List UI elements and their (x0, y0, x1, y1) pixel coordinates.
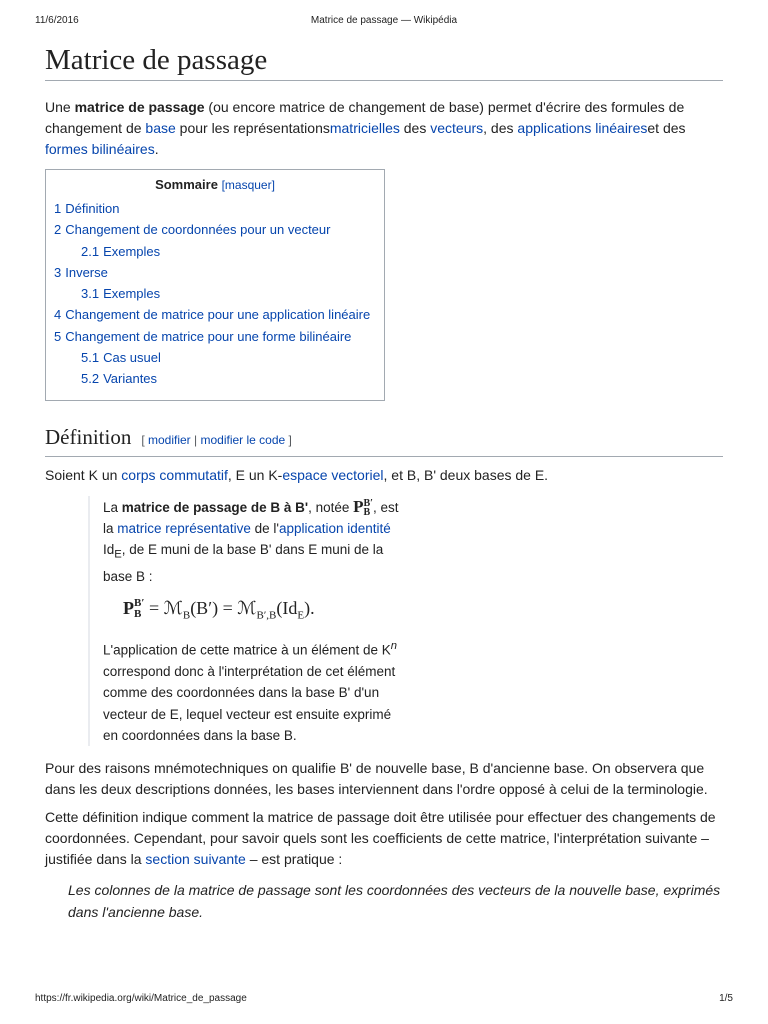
formula-part: (B′) = ℳ (190, 597, 257, 618)
text: , et B, B' deux bases de E. (383, 466, 549, 483)
article-content (45, 40, 723, 923)
toc-item-number: 2 (54, 222, 62, 238)
page-title: Matrice de passage (45, 40, 723, 81)
definition-block (88, 496, 408, 746)
formula-part: (Id (276, 597, 298, 618)
p-subscript: B (363, 506, 371, 518)
formula (123, 595, 408, 629)
toc-item-number: 5 (54, 328, 62, 344)
edit-code-link[interactable]: modifier le code (200, 432, 286, 447)
edit-bracket: [ (141, 432, 148, 447)
text: correspond donc à l'interprétation de cet élément comme des coordonnées dans la base B' d'un vecteur de E, lequel vecteur est ensuite exprimé en coordonnées dans la base B. (103, 663, 396, 743)
toc-item-label[interactable]: Cas usuel (103, 350, 161, 366)
link-base[interactable]: base (145, 120, 176, 136)
definition-paragraph (45, 465, 723, 486)
toc-item[interactable] (54, 198, 376, 219)
text: L'application de cette matrice à un élément de K (103, 642, 391, 658)
link-application-identite[interactable]: application identité (278, 520, 391, 536)
toc-item-number: 5.2 (81, 371, 100, 387)
subscript: E (114, 548, 122, 561)
intro-text: pour les représentations (175, 120, 330, 136)
toc-toggle[interactable]: [masquer] (221, 178, 275, 192)
toc-title: Sommaire (155, 177, 218, 192)
toc-item-label[interactable]: Changement de matrice pour une forme bilinéaire (65, 328, 352, 344)
text: – est pratique : (245, 851, 343, 868)
mnemonic-paragraph: Pour des raisons mnémotechniques on qualifie B' de nouvelle base, B d'ancienne base. On observera que dans les deux descriptions données, les bases interviennent dans l'ordre opposé à celui de la terminologie. (45, 760, 708, 798)
toc-header (54, 177, 376, 192)
edit-bracket: ] (285, 432, 292, 447)
toc-item-label[interactable]: Exemples (103, 286, 161, 302)
p-symbol: P (353, 496, 364, 516)
toc-item-number: 2.1 (81, 243, 100, 259)
intro-text: (ou encore matrice de changement de base) permet d'écrire des formules de changement de (45, 99, 685, 136)
link-vecteurs[interactable]: vecteurs (430, 120, 484, 136)
superscript: n (390, 640, 398, 653)
notation-p (353, 497, 373, 516)
intro-text: . (154, 141, 159, 157)
link-corps-commutatif[interactable]: corps commutatif (121, 466, 228, 483)
definition-bold: matrice de passage de B à B' (121, 499, 309, 515)
toc-list (54, 198, 376, 390)
formula-part: B (182, 609, 191, 622)
link-matricielles[interactable]: matricielles (329, 120, 400, 136)
link-section-suivante[interactable]: section suivante (145, 851, 246, 868)
text: , de E muni de la base B' dans E muni de la base B : (103, 542, 384, 585)
edit-links (141, 433, 292, 447)
print-page-number: 1/5 (719, 993, 733, 1004)
section-heading-definition (45, 424, 723, 457)
edit-link[interactable]: modifier (148, 432, 191, 447)
formula-part: = ℳ (144, 597, 183, 618)
print-url: https://fr.wikipedia.org/wiki/Matrice_de_passage (35, 993, 247, 1004)
toc-item-label[interactable]: Exemples (103, 243, 161, 259)
text: Cette définition indique comment la matrice de passage doit être utilisée pour effectuer des changements de coordonnées. Cependant, pour savoir quels sont les coefficients de cette matrice, l'interprétation suivante – justifiée dans la (45, 809, 716, 868)
toc-item-label[interactable]: Inverse (65, 264, 108, 280)
text: de l' (250, 520, 279, 536)
text: est la (103, 499, 399, 536)
text: La (103, 499, 122, 515)
link-espace-vectoriel[interactable]: espace vectoriel (282, 466, 384, 483)
edit-separator: | (190, 432, 201, 447)
intro-text: , des (483, 120, 518, 136)
text: Id (103, 542, 115, 558)
intro-bold: matrice de passage (74, 99, 205, 115)
link-matrice-representative[interactable]: matrice représentative (117, 520, 251, 536)
toc-item-label[interactable]: Définition (65, 201, 120, 216)
print-title: Matrice de passage — Wikipédia (310, 15, 458, 26)
formula-part: B′,B (256, 609, 277, 622)
toc-item-number: 5.1 (81, 350, 100, 366)
toc-item-label[interactable]: Variantes (103, 371, 158, 387)
toc-item-number: 4 (54, 307, 62, 323)
p-superscript: B′ (363, 497, 373, 509)
toc-item[interactable] (54, 368, 376, 389)
italic-note: Les colonnes de la matrice de passage sont les coordonnées des vecteurs de la nouvelle base, exprimés dans l'ancienne base. (68, 882, 721, 920)
p-superscript: B′ (134, 597, 145, 610)
text: , E un K- (227, 466, 283, 483)
intro-text: des (399, 120, 431, 136)
intro-paragraph (45, 97, 723, 160)
intro-text: Une (45, 99, 75, 115)
link-formes-bilineaires[interactable]: formes bilinéaires (45, 141, 155, 157)
link-applications-lineaires[interactable]: applications linéaires (517, 120, 648, 136)
toc-item-label[interactable]: Changement de matrice pour une application linéaire (65, 307, 371, 323)
toc-item[interactable] (54, 219, 376, 240)
p-subscript: B (134, 608, 142, 621)
interpretation-paragraph (45, 807, 723, 870)
print-date: 11/6/2016 (35, 15, 79, 26)
toc-item[interactable] (54, 283, 376, 304)
print-header (0, 15, 768, 31)
toc-item[interactable] (54, 347, 376, 368)
toc-item[interactable] (54, 304, 376, 325)
table-of-contents (45, 169, 385, 401)
text: , notée (308, 499, 354, 515)
toc-item[interactable] (54, 241, 376, 262)
formula-part: ). (304, 597, 315, 618)
toc-item[interactable] (54, 262, 376, 283)
definition-text: La matrice de passage de B à B', notée PB′ B , est la matrice représentative de l'application identité $Id_E$, de E muni de la base B' dans E muni de la base B : (103, 496, 399, 585)
text: Soient K un (45, 466, 122, 483)
toc-item-number: 3.1 (81, 286, 100, 302)
definition-explanation (103, 636, 408, 746)
toc-item-number: 3 (54, 264, 62, 280)
toc-item-label[interactable]: Changement de coordonnées pour un vecteur (65, 222, 331, 238)
p-symbol: P (123, 597, 134, 618)
formula-part: E (297, 609, 305, 622)
toc-item[interactable] (54, 326, 376, 347)
intro-text: et des (647, 120, 686, 136)
toc-item-number: 1 (54, 201, 62, 216)
section-title: Définition (45, 424, 132, 449)
